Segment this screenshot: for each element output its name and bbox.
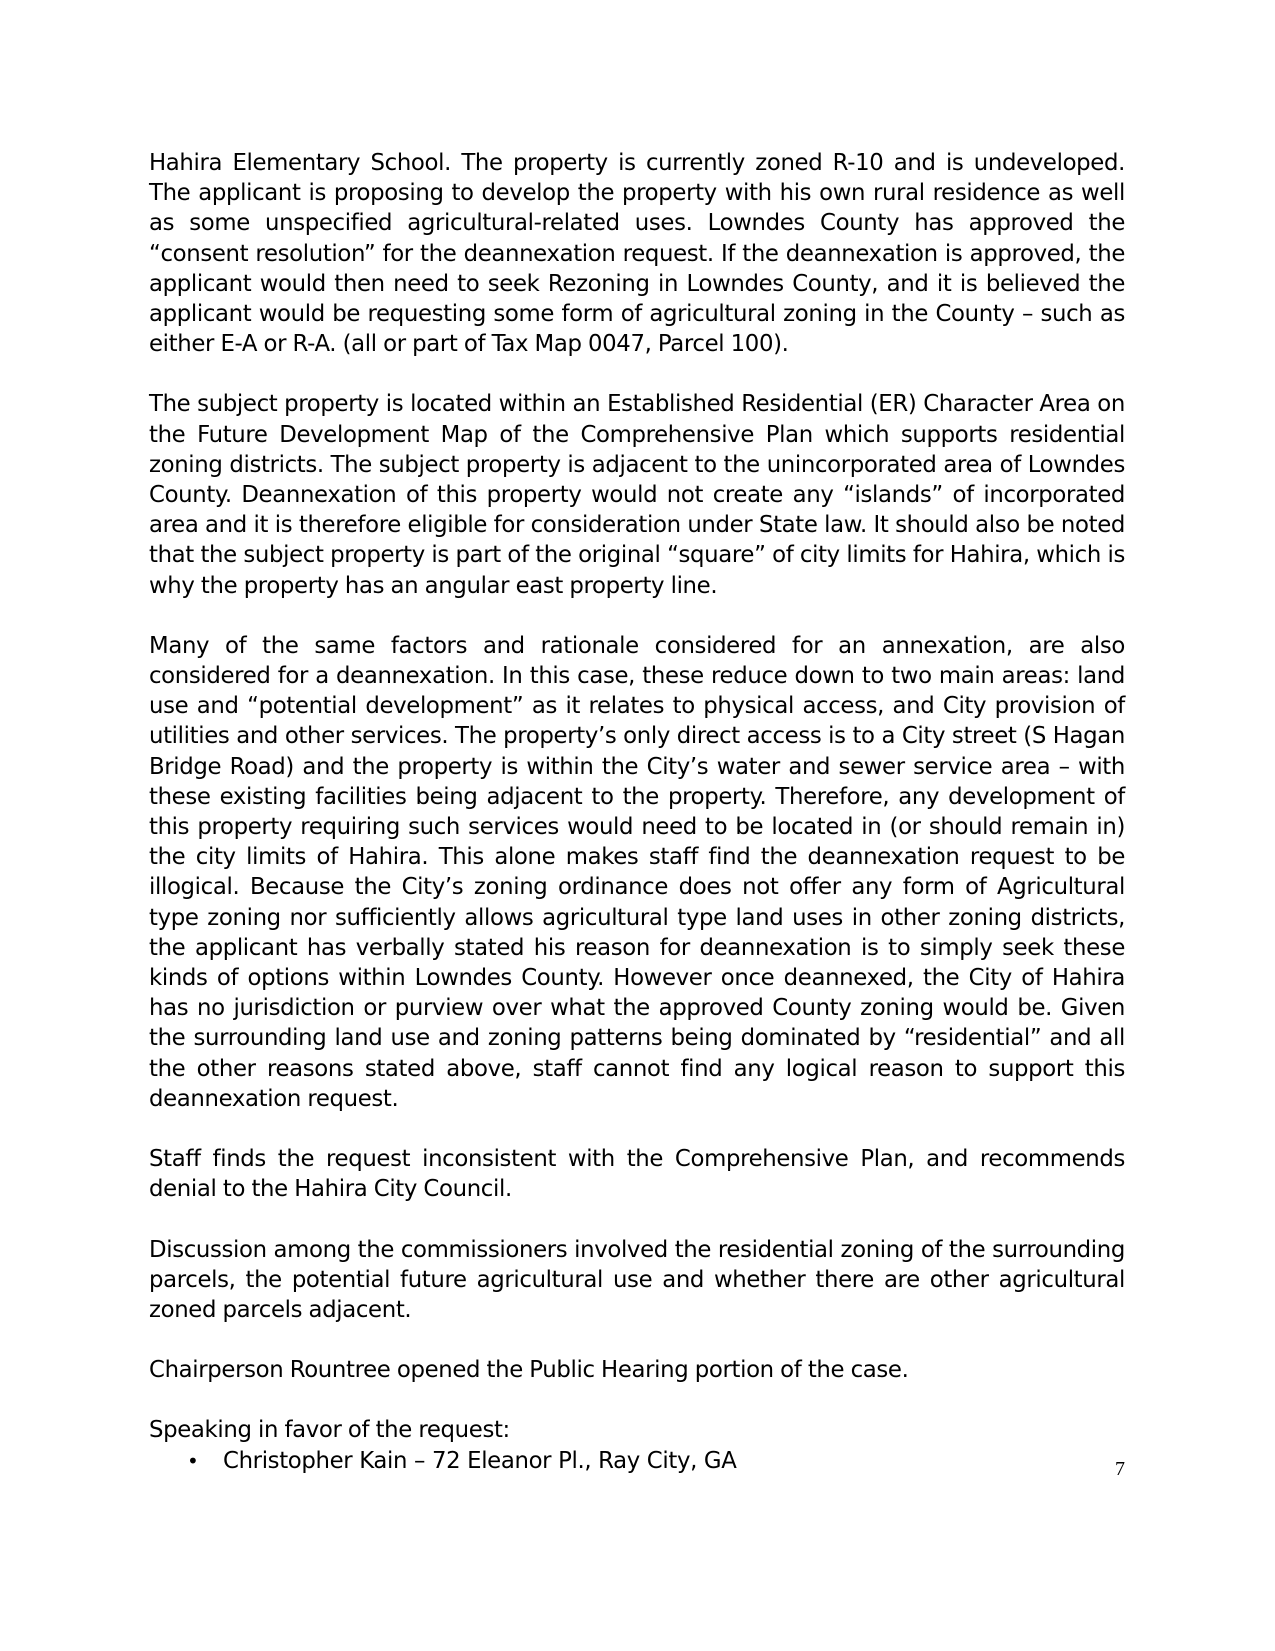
paragraph-commissioner-discussion: Discussion among the commissioners involved the residential zoning of the surrounding parcels, the potential future agricultural use and whether there are other agricultural zoned parcels adjacent. (149, 1236, 1125, 1323)
paragraph-public-hearing-opened: Chairperson Rountree opened the Public Hearing portion of the case. (149, 1357, 909, 1384)
paragraph-staff-recommendation: Staff finds the request inconsistent with the Comprehensive Plan, and recommends denial to the Hahira City Council. (149, 1146, 1125, 1203)
paragraph-property-description: Hahira Elementary School. The property is currently zoned R-10 and is undeveloped. The applicant is proposing to develop the property with his own rural residence as well as some unspecified agricultural-related uses. Lowndes County has approved the “consent resolution” for the deannexation request. If the deannexation is approved, the applicant would then need to seek Rezoning in Lowndes County, and it is believed the applicant would be requesting some form of agricultural zoning in the County – such as either E-A or R-A. (all or part of Tax Map 0047, Parcel 100). (149, 150, 1125, 358)
page-number: 7 (1115, 1458, 1125, 1480)
speakers-in-favor-list (149, 1446, 1125, 1476)
paragraph-speaking-in-favor-heading: Speaking in favor of the request: (149, 1417, 510, 1444)
bullet-icon: • (187, 1448, 199, 1473)
paragraph-deannexation-factors: Many of the same factors and rationale considered for an annexation, are also considered for a deannexation. In this case, these reduce down to two main areas: land use and “potential development” as it relates to physical access, and City provision of utilities and other services. The property’s only direct access is to a City street (S Hagan Bridge Road) and the property is within the City’s water and sewer service area – with these existing facilities being adjacent to the property. Therefore, any development of this property requiring such services would need to be located in (or should remain in) the city limits of Hahira. This alone makes staff find the deannexation request to be illogical. Because the City’s zoning ordinance does not offer any form of Agricultural type zoning nor sufficiently allows agricultural type land uses in other zoning districts, the applicant has verbally stated his reason for deannexation is to simply seek these kinds of options within Lowndes County. However once deannexed, the City of Hahira has no jurisdiction or purview over what the approved County zoning would be. Given the surrounding land use and zoning patterns being dominated by “residential” and all the other reasons stated above, staff cannot find any logical reason to support this deannexation request. (149, 632, 1125, 1112)
document-page (149, 148, 1125, 1476)
paragraph-character-area: The subject property is located within an Established Residential (ER) Character Area on the Future Development Map of the Comprehensive Plan which supports residential zoning districts. The subject property is adjacent to the unincorporated area of Lowndes County. Deannexation of this property would not create any “islands” of incorporated area and it is therefore eligible for consideration under State law. It should also be noted that the subject property is part of the original “square” of city limits for Hahira, which is why the property has an angular east property line. (149, 391, 1125, 599)
speaker-name: Christopher Kain – 72 Eleanor Pl., Ray City, GA (223, 1447, 737, 1474)
list-item (149, 1446, 1125, 1476)
